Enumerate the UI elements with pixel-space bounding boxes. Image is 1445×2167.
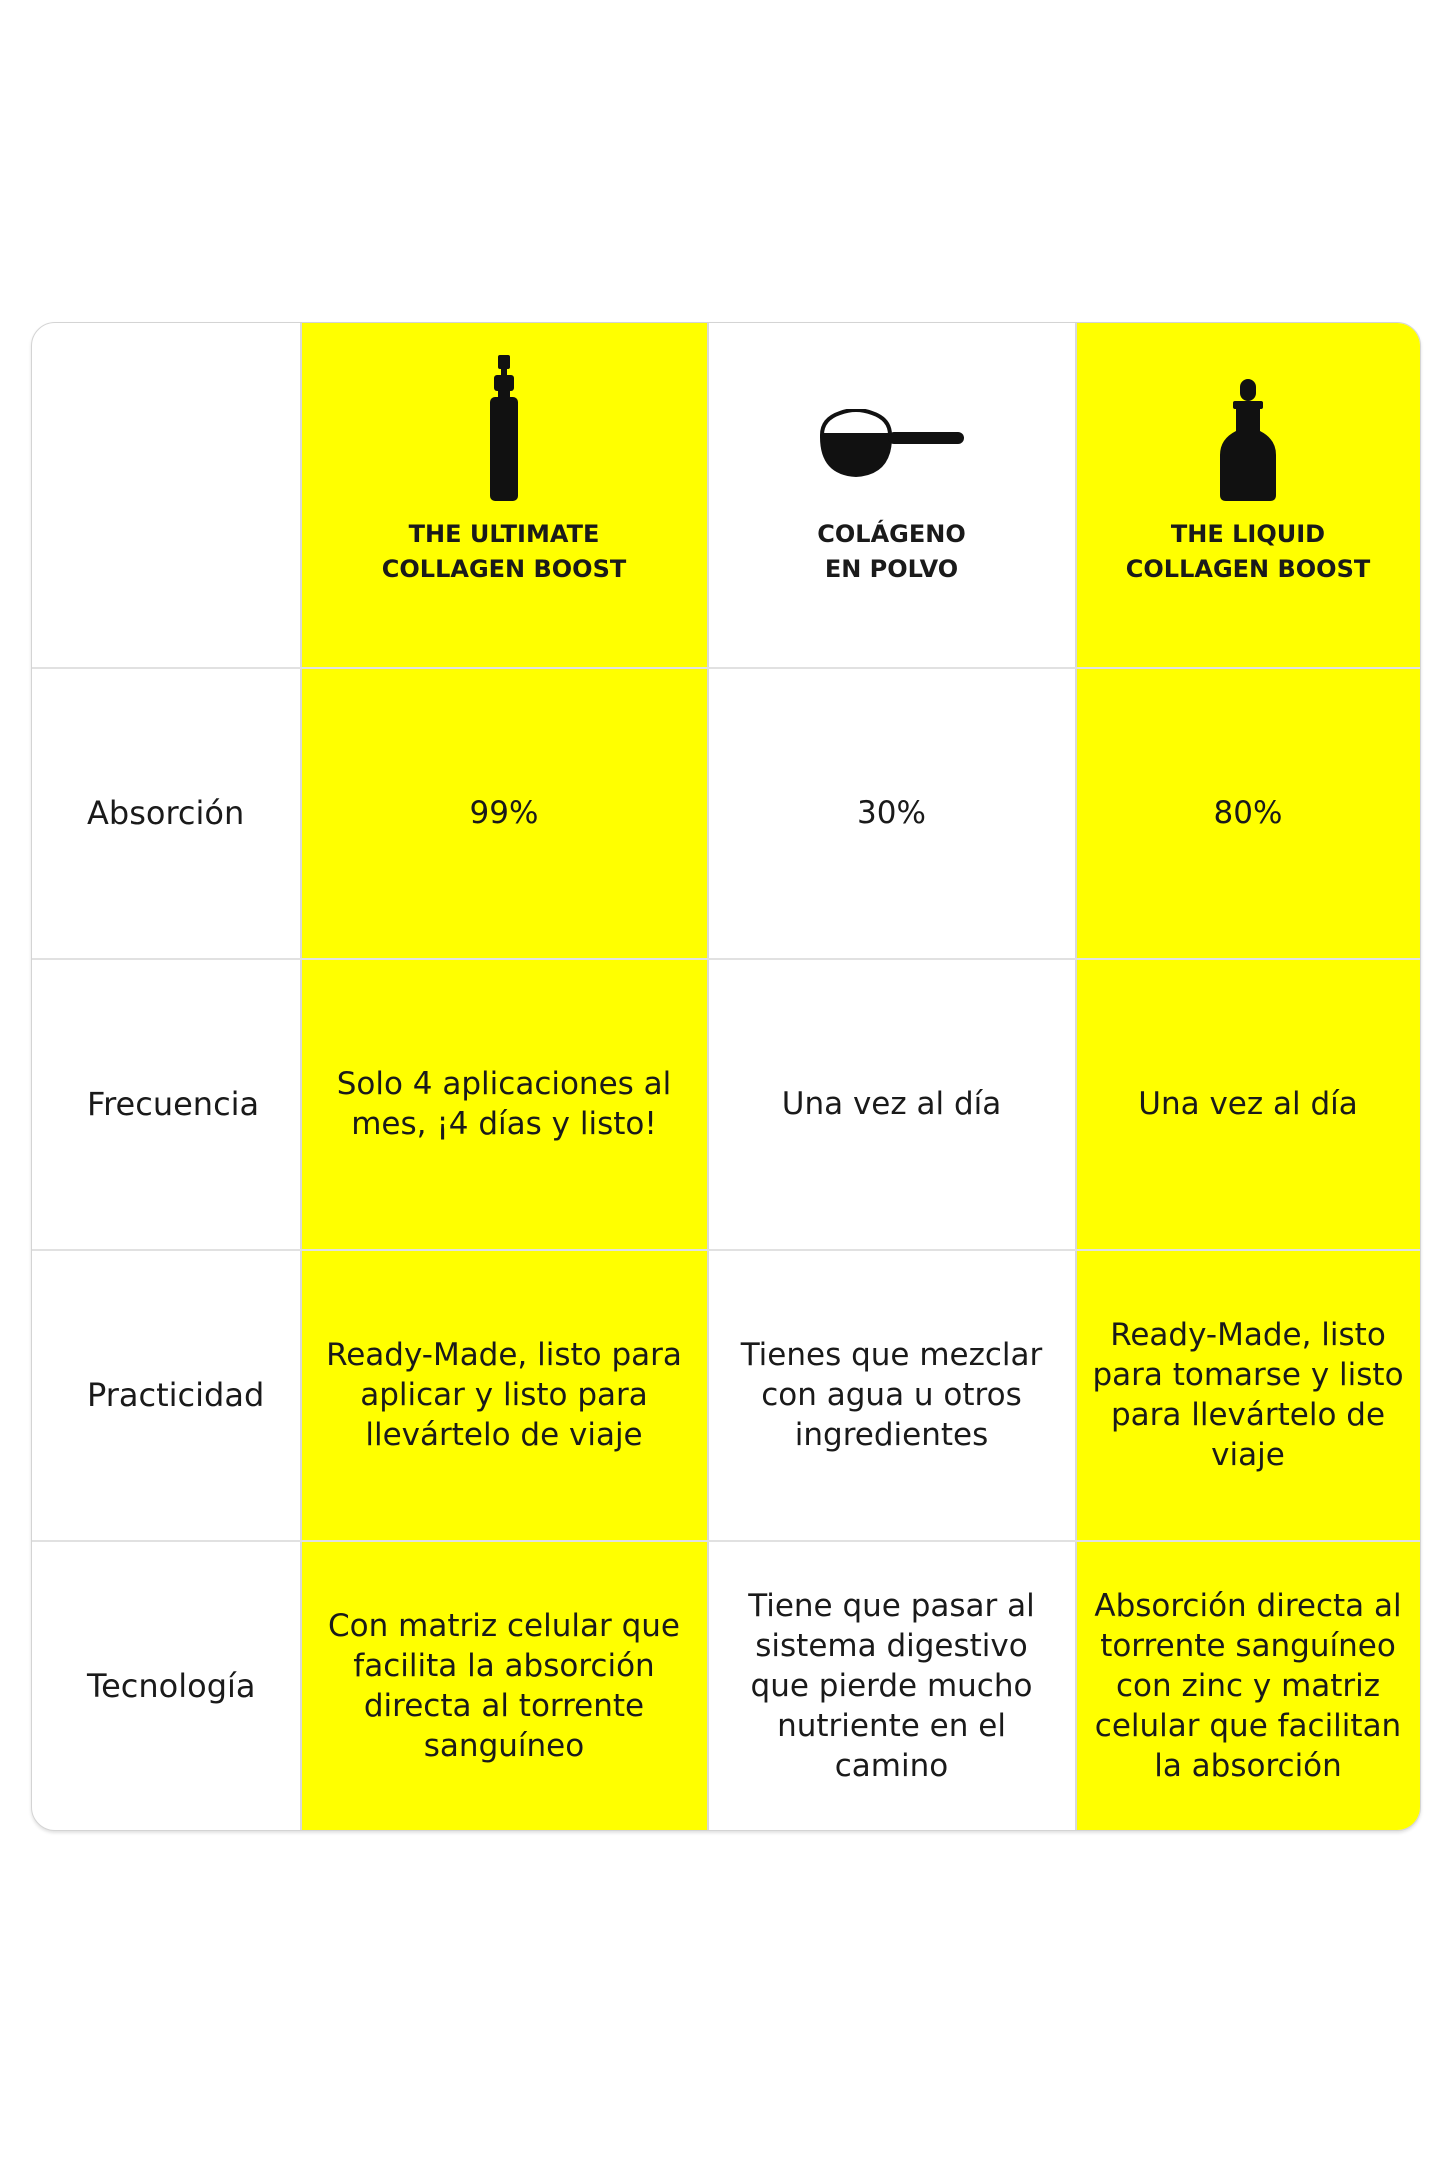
row-label-tecnologia: Tecnología [87, 1666, 256, 1705]
cell-practicidad-powder: Tienes que mezclar con agua u otros ingredientes [740, 1337, 1043, 1453]
cell-tecnologia-liquid: Absorción directa al torrente sanguíneo con zinc y matriz celular que facilitan la absorción [1094, 1587, 1402, 1784]
cell-practicidad-liquid: Ready-Made, listo para tomarse y listo para llevártelo de viaje [1092, 1317, 1404, 1473]
product-header-powder [708, 323, 1075, 587]
scoop-icon [820, 409, 964, 479]
row-label-absorcion: Absorción [87, 794, 245, 832]
product-title: THE ULTIMATE COLLAGEN BOOST [381, 520, 627, 583]
cell-tecnologia-ultimate: Con matriz celular que facilita la absorción directa al torrente sanguíneo [328, 1607, 680, 1764]
product-title: COLÁGENO EN POLVO [817, 520, 966, 583]
comparison-table [31, 322, 1421, 1831]
cell-absorcion-powder: 30% [857, 795, 926, 831]
product-header-ultimate [301, 323, 707, 587]
dropper-bottle-icon [1218, 379, 1278, 501]
product-title: THE LIQUID COLLAGEN BOOST [1125, 520, 1371, 583]
cell-frecuencia-ultimate: Solo 4 aplicaciones al mes, ¡4 días y listo! [336, 1066, 672, 1142]
product-header-liquid [1076, 323, 1420, 587]
row-label-practicidad: Practicidad [87, 1376, 265, 1414]
cell-frecuencia-liquid: Una vez al día [1138, 1086, 1358, 1122]
cell-practicidad-ultimate: Ready-Made, listo para aplicar y listo para llevártelo de viaje [326, 1337, 682, 1453]
row-label-frecuencia: Frecuencia [87, 1085, 260, 1123]
cell-tecnologia-powder: Tiene que pasar al sistema digestivo que pierde mucho nutriente en el camino [748, 1587, 1035, 1784]
cell-frecuencia-powder: Una vez al día [781, 1086, 1002, 1122]
cell-absorcion-ultimate: 99% [469, 795, 539, 831]
cell-absorcion-liquid: 80% [1213, 795, 1283, 831]
spray-bottle-icon [484, 355, 524, 501]
